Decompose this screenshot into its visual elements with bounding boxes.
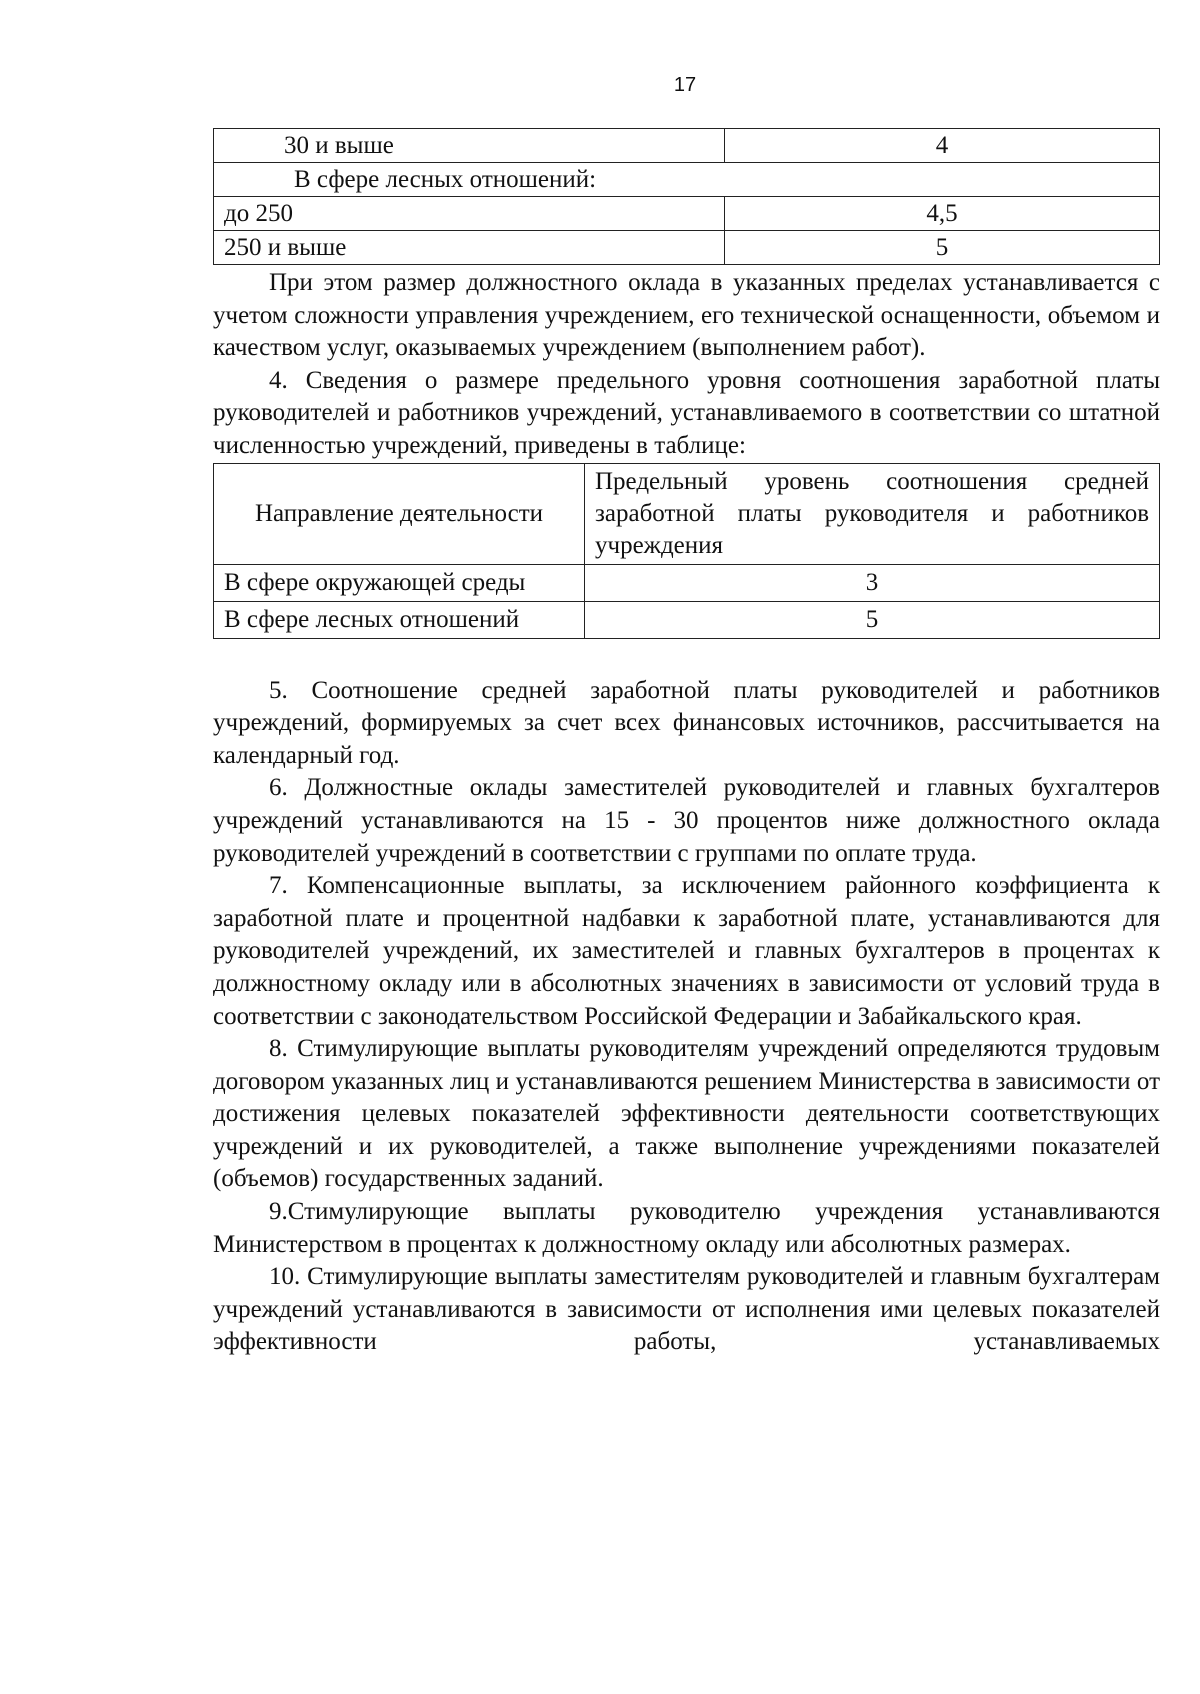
table-section-row xyxy=(214,163,1160,197)
table-row xyxy=(214,231,1160,265)
table-row xyxy=(214,129,1160,163)
spacer xyxy=(213,639,1160,675)
table-cell-label: до 250 xyxy=(214,197,725,231)
document-body xyxy=(213,128,1160,1359)
table-section-title: В сфере лесных отношений: xyxy=(214,163,1160,197)
paragraph-8: 8. Стимулирующие выплаты руководителям учреждений определяются трудовым договором указанных лиц и устанавливаются решением Министерства в зависимости от достижения целевых показателей эффективности деятельности соответствующих учреждений и их руководителей, а также выполнение учреждениями показателей (объемов) государственных заданий. xyxy=(213,1035,1160,1193)
paragraph-salary-note: При этом размер должностного оклада в указанных пределах устанавливается с учетом сложности управления учреждением, его технической оснащенности, объемом и качеством услуг, оказываемых учреждением (выполнением работ). xyxy=(213,269,1160,362)
paragraph-7: 7. Компенсационные выплаты, за исключением районного коэффициента к заработной плате и процентной надбавки к заработной плате, устанавливаются для руководителей учреждений, их заместителей и главных бухгалтеров в процентах к должностному окладу или в абсолютных значениях в зависимости от условий труда в соответствии с законодательством Российской Федерации и Забайкальского края. xyxy=(213,872,1160,1030)
paragraph-9: 9.Стимулирующие выплаты руководителю учреждения устанавливаются Министерством в процентах к должностному окладу или абсолютных размерах. xyxy=(213,1198,1160,1258)
salary-group-table xyxy=(213,128,1160,265)
table-row xyxy=(214,601,1160,638)
paragraph-5: 5. Соотношение средней заработной платы руководителей и работников учреждений, формируемых за счет всех финансовых источников, рассчитывается на календарный год. xyxy=(213,676,1160,769)
table-row xyxy=(214,564,1160,601)
paragraph-10: 10. Стимулирующие выплаты заместителям руководителей и главным бухгалтерам учреждений устанавливаются в зависимости от исполнения ими целевых показателей эффективности работы, устанавливаемых xyxy=(213,1263,1160,1356)
table-cell-value: 5 xyxy=(725,231,1160,265)
table-cell-label: 30 и выше xyxy=(214,129,725,163)
paragraph-6: 6. Должностные оклады заместителей руководителей и главных бухгалтеров учреждений устанавливаются на 15 - 30 процентов ниже должностного оклада руководителей учреждений в соответствии с группами по оплате труда. xyxy=(213,774,1160,867)
page-number: 17 xyxy=(673,74,697,96)
table-cell-label: В сфере лесных отношений xyxy=(214,601,585,638)
table-cell-value: 4 xyxy=(725,129,1160,163)
table-cell-label: В сфере окружающей среды xyxy=(214,564,585,601)
paragraph-4: 4. Сведения о размере предельного уровня соотношения заработной платы руководителей и работников учреждений, устанавливаемого в соответствии со штатной численностью учреждений, приведены в таблице: xyxy=(213,366,1160,459)
table-row xyxy=(214,197,1160,231)
table-cell-value: 3 xyxy=(585,564,1160,601)
table-header-direction: Направление деятельности xyxy=(214,463,585,564)
table-cell-value: 5 xyxy=(585,601,1160,638)
table-cell-label: 250 и выше xyxy=(214,231,725,265)
table-header-row xyxy=(214,463,1160,564)
ratio-table xyxy=(213,463,1160,639)
table-header-ratio: Предельный уровень соотношения средней заработной платы руководителя и работников учреждения xyxy=(585,463,1160,564)
table-cell-value: 4,5 xyxy=(725,197,1160,231)
